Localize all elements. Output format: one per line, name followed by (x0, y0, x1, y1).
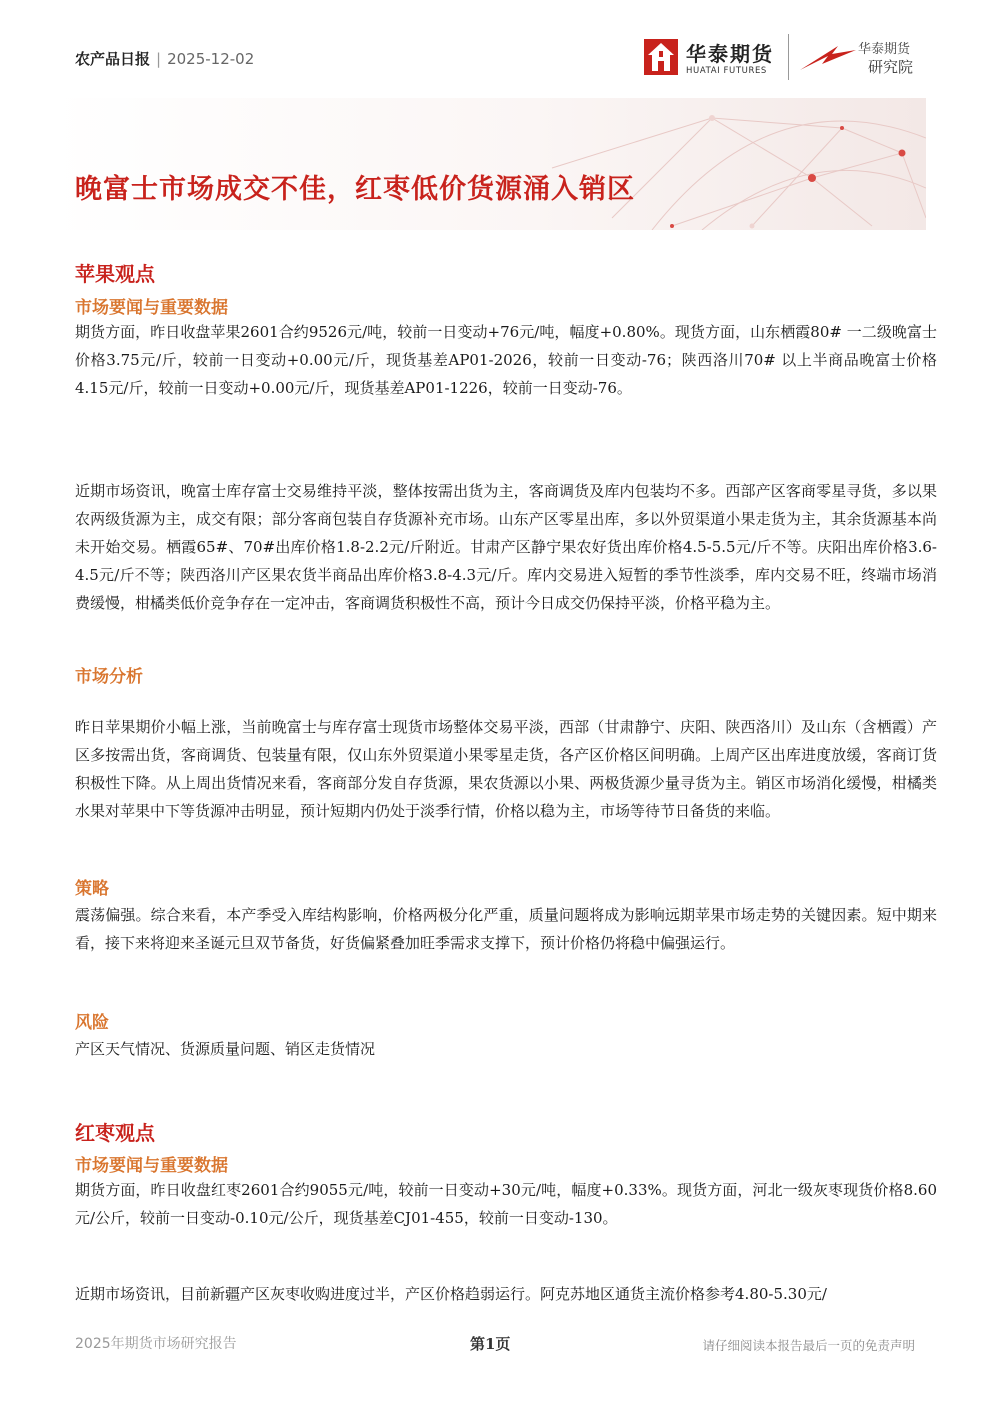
network-pattern-decoration (52, 98, 926, 230)
header-separator: | (156, 50, 162, 68)
apple-section-heading: 苹果观点 (75, 262, 155, 286)
apple-strategy-paragraph: 震荡偏强。综合来看，本产季受入库结构影响，价格两极分化严重，质量问题将成为影响远期苹果市场走势的关键因素。短中期来看，接下来将迎来圣诞元旦双节备货，好货偏紧叠加旺季需求支撑下，预计价格仍将稳中偏强运行。 (75, 906, 937, 952)
page-title: 晚富士市场成交不佳，红枣低价货源涌入销区 (75, 174, 635, 205)
apple-risk-heading: 风险 (75, 1013, 109, 1033)
report-type: 农产品日报 (75, 50, 151, 68)
jujube-news-heading: 市场要闻与重要数据 (75, 1156, 228, 1176)
title-banner (52, 98, 926, 230)
page-number: 第1页 (470, 1335, 511, 1353)
institute-logo (798, 36, 928, 80)
brand-name-en: HUATAI FUTURES (686, 66, 767, 76)
apple-risk-paragraph: 产区天气情况、货源质量问题、销区走货情况 (75, 1040, 376, 1058)
jujube-news-paragraph-2: 近期市场资讯，目前新疆产区灰枣收购进度过半，产区价格趋弱运行。阿克苏地区通货主流价格参考4.80-5.30元/ (75, 1285, 827, 1303)
huatai-logo-icon (644, 39, 678, 75)
apple-news-paragraph-1: 期货方面，昨日收盘苹果2601合约9526元/吨，较前一日变动+76元/吨，幅度+0.80%。现货方面，山东栖霞80# 一二级晚富士价格3.75元/斤，较前一日变动+0.00元/斤，现货基差AP01-2026，较前一日变动-76；陕西洛川70# 以上半商品晚富士价格4.15元/斤，较前一日变动+0.00元/斤，现货基差AP01-1226，较前一日变动-76。 (75, 323, 937, 397)
institute-line-2: 研究院 (868, 58, 914, 76)
institute-swoosh-icon (798, 40, 858, 74)
brand-name-cn: 华泰期货 (686, 42, 774, 66)
huatai-logo (644, 36, 784, 80)
footer-disclaimer-note: 请仔细阅读本报告最后一页的免责声明 (702, 1338, 915, 1353)
institute-line-1: 华泰期货 (858, 42, 911, 57)
apple-strategy-heading: 策略 (75, 879, 109, 899)
header-divider (788, 34, 789, 80)
apple-news-heading: 市场要闻与重要数据 (75, 298, 228, 318)
jujube-news-paragraph-1: 期货方面，昨日收盘红枣2601合约9055元/吨，较前一日变动+30元/吨，幅度+0.33%。现货方面，河北一级灰枣现货价格8.60元/公斤，较前一日变动-0.10元/公斤，现货基差CJ01-455，较前一日变动-130。 (75, 1181, 937, 1227)
report-header-meta (75, 48, 254, 69)
footer-report-name: 2025年期货市场研究报告 (75, 1336, 237, 1352)
apple-analysis-paragraph: 昨日苹果期价小幅上涨，当前晚富士与库存富士现货市场整体交易平淡，西部（甘肃静宁、庆阳、陕西洛川）及山东（含栖霞）产区多按需出货，客商调货、包装量有限，仅山东外贸渠道小果零星走货，各产区价格区间明确。上周产区出库进度放缓，客商订货积极性下降。从上周出货情况来看，客商部分发自存货源，果农货源以小果、两极货源少量寻货为主。销区市场消化缓慢，柑橘类水果对苹果中下等货源冲击明显，预计短期内仍处于淡季行情，价格以稳为主，市场等待节日备货的来临。 (75, 718, 937, 820)
apple-news-paragraph-2: 近期市场资讯，晚富士库存富士交易维持平淡，整体按需出货为主，客商调货及库内包装均不多。西部产区客商零星寻货，多以果农两级货源为主，成交有限；部分客商包装自存货源补充市场。山东产区零星出库，多以外贸渠道小果走货为主，其余货源基本尚未开始交易。栖霞65#、70#出库价格1.8-2.2元/斤附近。甘肃产区静宁果农好货出库价格4.5-5.5元/斤不等。庆阳出库价格3.6-4.5元/斤不等；陕西洛川产区果农货半商品出库价格3.8-4.3元/斤。库内交易进入短暂的季节性淡季，库内交易不旺，终端市场消费缓慢，柑橘类低价竞争存在一定冲击，客商调货积极性不高，预计今日成交仍保持平淡，价格平稳为主。 (75, 482, 937, 612)
jujube-section-heading: 红枣观点 (75, 1121, 155, 1145)
apple-analysis-heading: 市场分析 (75, 667, 143, 687)
report-date: 2025-12-02 (167, 50, 255, 68)
